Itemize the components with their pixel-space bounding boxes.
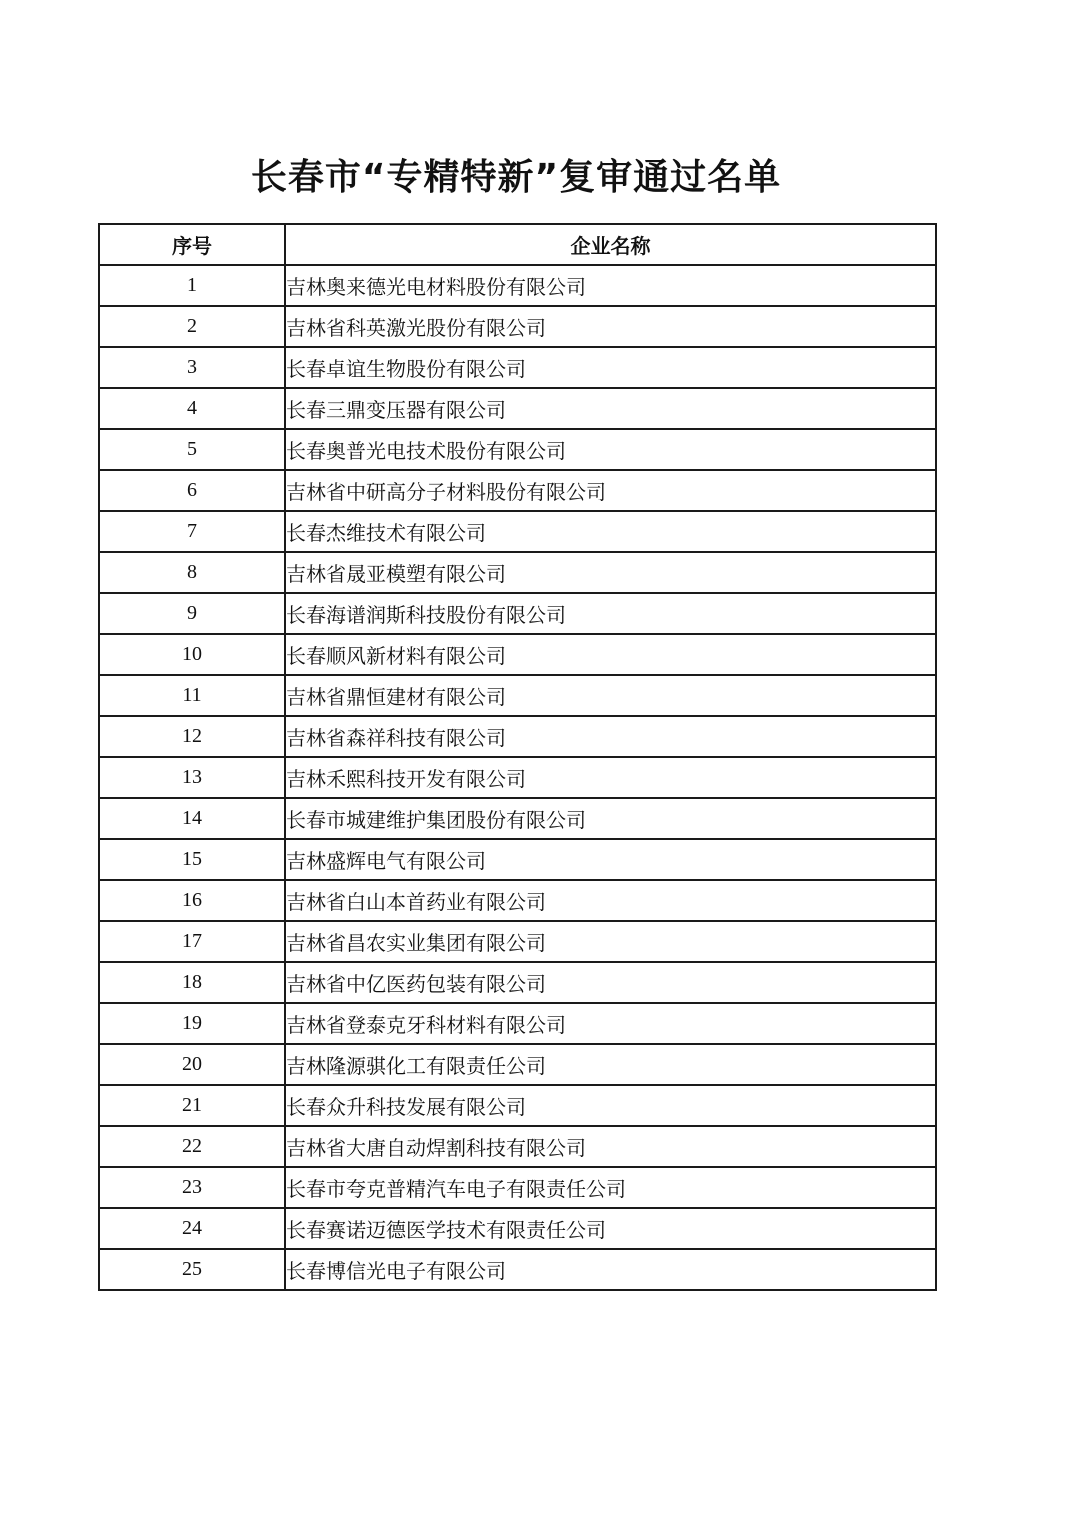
table-row <box>99 880 936 921</box>
table-row <box>99 1085 936 1126</box>
row-company-name-cell: 吉林禾熙科技开发有限公司 <box>285 757 936 798</box>
header-company-name: 企业名称 <box>285 224 936 265</box>
table-row <box>99 470 936 511</box>
row-seq-cell: 4 <box>99 388 285 429</box>
row-company-name-cell: 长春奥普光电技术股份有限公司 <box>285 429 936 470</box>
row-seq-cell: 11 <box>99 675 285 716</box>
row-seq-cell: 2 <box>99 306 285 347</box>
row-company-name-cell: 长春卓谊生物股份有限公司 <box>285 347 936 388</box>
document-title: 长春市“专精特新”复审通过名单 <box>250 157 782 198</box>
table-row <box>99 265 936 306</box>
row-company-name-cell: 吉林省中亿医药包装有限公司 <box>285 962 936 1003</box>
row-seq-cell: 10 <box>99 634 285 675</box>
row-company-name-cell: 吉林省白山本首药业有限公司 <box>285 880 936 921</box>
row-seq-cell: 18 <box>99 962 285 1003</box>
company-list-table <box>98 223 937 1291</box>
row-seq-cell: 7 <box>99 511 285 552</box>
table-row <box>99 1003 936 1044</box>
table-row <box>99 675 936 716</box>
table-row <box>99 429 936 470</box>
table-row <box>99 634 936 675</box>
table-row <box>99 962 936 1003</box>
row-seq-cell: 20 <box>99 1044 285 1085</box>
row-seq-cell: 15 <box>99 839 285 880</box>
row-seq-cell: 6 <box>99 470 285 511</box>
row-seq-cell: 21 <box>99 1085 285 1126</box>
row-company-name-cell: 长春赛诺迈德医学技术有限责任公司 <box>285 1208 936 1249</box>
table-body <box>99 265 936 1290</box>
table-row <box>99 347 936 388</box>
row-seq-cell: 9 <box>99 593 285 634</box>
table-row <box>99 1044 936 1085</box>
header-seq: 序号 <box>99 224 285 265</box>
row-company-name-cell: 长春博信光电子有限公司 <box>285 1249 936 1290</box>
table-row <box>99 757 936 798</box>
row-company-name-cell: 吉林省森祥科技有限公司 <box>285 716 936 757</box>
row-seq-cell: 3 <box>99 347 285 388</box>
row-seq-cell: 19 <box>99 1003 285 1044</box>
row-company-name-cell: 吉林省登泰克牙科材料有限公司 <box>285 1003 936 1044</box>
table-row <box>99 511 936 552</box>
table-row <box>99 798 936 839</box>
row-seq-cell: 23 <box>99 1167 285 1208</box>
row-seq-cell: 8 <box>99 552 285 593</box>
row-seq-cell: 1 <box>99 265 285 306</box>
row-company-name-cell: 长春众升科技发展有限公司 <box>285 1085 936 1126</box>
row-seq-cell: 24 <box>99 1208 285 1249</box>
table-row <box>99 1167 936 1208</box>
row-company-name-cell: 长春海谱润斯科技股份有限公司 <box>285 593 936 634</box>
row-company-name-cell: 长春市城建维护集团股份有限公司 <box>285 798 936 839</box>
table-row <box>99 839 936 880</box>
table-row <box>99 1126 936 1167</box>
table-row <box>99 306 936 347</box>
row-seq-cell: 14 <box>99 798 285 839</box>
row-seq-cell: 17 <box>99 921 285 962</box>
row-company-name-cell: 吉林省鼎恒建材有限公司 <box>285 675 936 716</box>
row-company-name-cell: 长春三鼎变压器有限公司 <box>285 388 936 429</box>
row-company-name-cell: 吉林盛辉电气有限公司 <box>285 839 936 880</box>
table-row <box>99 716 936 757</box>
row-seq-cell: 13 <box>99 757 285 798</box>
row-seq-cell: 25 <box>99 1249 285 1290</box>
table-row <box>99 1208 936 1249</box>
row-company-name-cell: 吉林奥来德光电材料股份有限公司 <box>285 265 936 306</box>
table-row <box>99 593 936 634</box>
table-row <box>99 1249 936 1290</box>
row-company-name-cell: 吉林省晟亚模塑有限公司 <box>285 552 936 593</box>
table-row <box>99 552 936 593</box>
row-seq-cell: 5 <box>99 429 285 470</box>
row-company-name-cell: 吉林隆源骐化工有限责任公司 <box>285 1044 936 1085</box>
table-row <box>99 388 936 429</box>
row-company-name-cell: 吉林省中研高分子材料股份有限公司 <box>285 470 936 511</box>
row-seq-cell: 12 <box>99 716 285 757</box>
table-row <box>99 921 936 962</box>
table-header-row <box>99 224 936 265</box>
row-company-name-cell: 长春市夸克普精汽车电子有限责任公司 <box>285 1167 936 1208</box>
row-company-name-cell: 长春顺风新材料有限公司 <box>285 634 936 675</box>
row-company-name-cell: 吉林省科英激光股份有限公司 <box>285 306 936 347</box>
row-company-name-cell: 吉林省大唐自动焊割科技有限公司 <box>285 1126 936 1167</box>
row-seq-cell: 22 <box>99 1126 285 1167</box>
row-company-name-cell: 吉林省昌农实业集团有限公司 <box>285 921 936 962</box>
row-seq-cell: 16 <box>99 880 285 921</box>
row-company-name-cell: 长春杰维技术有限公司 <box>285 511 936 552</box>
